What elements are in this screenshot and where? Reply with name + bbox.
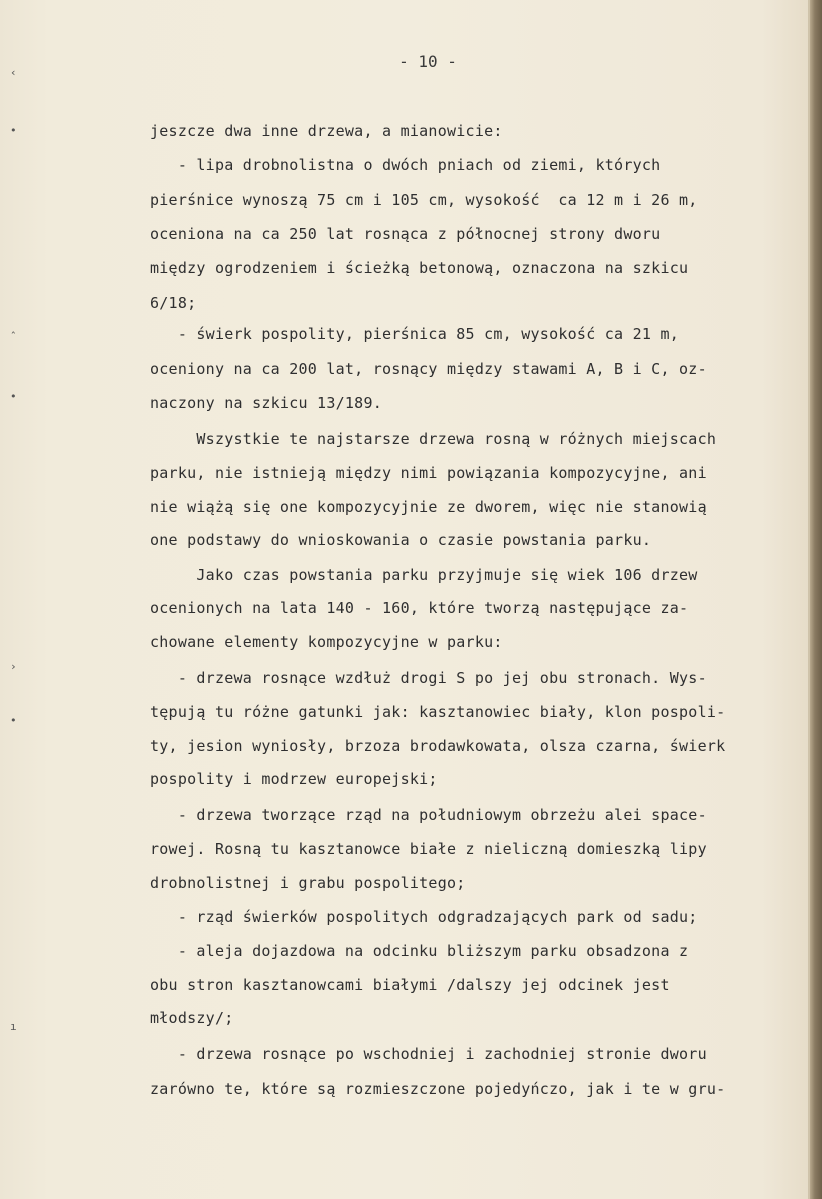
margin-mark: • (10, 124, 17, 137)
text-line: - drzewa rosnące po wschodniej i zachodniej stronie dworu (150, 1045, 707, 1063)
text-line: Jako czas powstania parku przyjmuje się wiek 106 drzew (150, 566, 698, 584)
text-line: pierśnice wynoszą 75 cm i 105 cm, wysokość ca 12 m i 26 m, (150, 191, 698, 209)
margin-mark: ‹ (10, 66, 17, 79)
text-line: ocenionych na lata 140 - 160, które tworzą następujące za- (150, 599, 689, 617)
page-number: - 10 - (399, 52, 457, 71)
text-line: Wszystkie te najstarsze drzewa rosną w różnych miejscach (150, 430, 717, 448)
text-line: chowane elementy kompozycyjne w parku: (150, 633, 503, 651)
text-line: nie wiążą się one kompozycyjnie ze dworem, więc nie stanowią (150, 498, 707, 516)
text-line: jeszcze dwa inne drzewa, a mianowicie: (150, 122, 503, 140)
margin-mark: › (10, 660, 17, 673)
text-line: 6/18; (150, 294, 197, 312)
text-line: one podstawy do wnioskowania o czasie powstania parku. (150, 531, 652, 549)
margin-mark: • (10, 714, 17, 727)
text-line: młodszy/; (150, 1009, 234, 1027)
text-line: - lipa drobnolistna o dwóch pniach od ziemi, których (150, 156, 661, 174)
text-line: obu stron kasztanowcami białymi /dalszy jej odcinek jest (150, 976, 670, 994)
text-line: - aleja dojazdowa na odcinku bliższym parku obsadzona z (150, 942, 689, 960)
text-line: - drzewa tworzące rząd na południowym obrzeżu alei space- (150, 806, 707, 824)
text-line: - drzewa rosnące wzdłuż drogi S po jej obu stronach. Wys- (150, 669, 707, 687)
text-line: pospolity i modrzew europejski; (150, 770, 438, 788)
text-line: parku, nie istnieją między nimi powiązania kompozycyjne, ani (150, 464, 707, 482)
text-line: rowej. Rosną tu kasztanowce białe z nieliczną domieszką lipy (150, 840, 707, 858)
margin-mark: ı (10, 1020, 17, 1033)
text-line: - świerk pospolity, pierśnica 85 cm, wysokość ca 21 m, (150, 325, 680, 343)
text-line: między ogrodzeniem i ścieżką betonową, oznaczona na szkicu (150, 259, 689, 277)
text-line: oceniony na ca 200 lat, rosnący między stawami A, B i C, oz- (150, 360, 707, 378)
margin-mark: • (10, 390, 17, 403)
text-line: ty, jesion wyniosły, brzoza brodawkowata, olsza czarna, świerk (150, 737, 726, 755)
text-line: drobnolistnej i grabu pospolitego; (150, 874, 466, 892)
binding-edge (810, 0, 822, 1199)
margin-mark: ˆ (10, 330, 17, 343)
text-line: zarówno te, które są rozmieszczone pojedyńczo, jak i te w gru- (150, 1080, 726, 1098)
text-line: oceniona na ca 250 lat rosnąca z północnej strony dworu (150, 225, 661, 243)
text-line: - rząd świerków pospolitych odgradzających park od sadu; (150, 908, 698, 926)
text-line: naczony na szkicu 13/189. (150, 394, 383, 412)
text-line: tępują tu różne gatunki jak: kasztanowiec biały, klon pospoli- (150, 703, 726, 721)
